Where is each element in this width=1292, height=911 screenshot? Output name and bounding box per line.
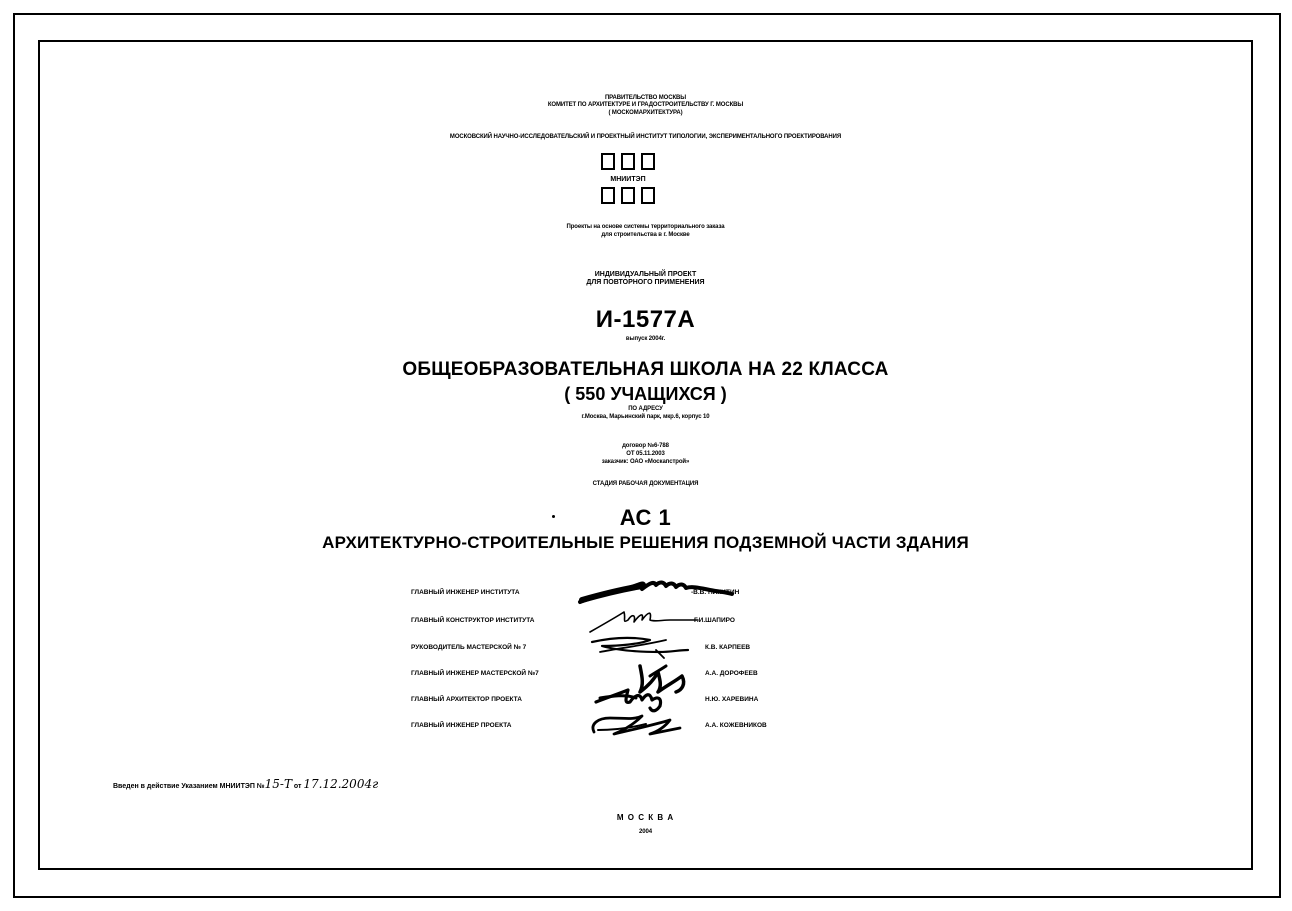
signatory-position: ГЛАВНЫЙ ИНЖЕНЕР ПРОЕКТА [411, 722, 512, 729]
logo-square-icon [641, 187, 655, 204]
signatory-name: -В.В. НИКИТИН [691, 589, 740, 596]
footer-city: М О С К В А [616, 813, 675, 822]
section-code: АС 1 [619, 505, 672, 530]
basis-line-2: для строительства в г. Москве [601, 232, 690, 238]
signatory-position: ГЛАВНЫЙ КОНСТРУКТОР ИНСТИТУТА [411, 617, 535, 624]
issue-year: выпуск 2004г. [625, 336, 666, 342]
signatory-name: Н.Ю. ХАРЕВИНА [705, 696, 759, 703]
enacted-number: 15-Т [264, 777, 292, 791]
logo-square-icon [601, 187, 615, 204]
committee-short-line: ( МОСКОМАРХИТЕКТУРА) [608, 110, 683, 116]
section-title: АРХИТЕКТУРНО-СТРОИТЕЛЬНЫЕ РЕШЕНИЯ ПОДЗЕМНОЙ ЧАСТИ ЗДАНИЯ [322, 533, 969, 552]
enacted-middle: от [291, 783, 304, 790]
mniitep-logo [601, 153, 655, 211]
signatory-name: Г.И.ШАПИРО [694, 617, 735, 624]
project-title: ОБЩЕОБРАЗОВАТЕЛЬНАЯ ШКОЛА НА 22 КЛАССА [402, 359, 889, 380]
signatory-name: А.А. ДОРОФЕЕВ [705, 670, 758, 677]
signatory-position: ГЛАВНЫЙ ИНЖЕНЕР МАСТЕРСКОЙ №7 [411, 670, 539, 677]
signatory-position: ГЛАВНЫЙ АРХИТЕКТОР ПРОЕКТА [411, 696, 522, 703]
committee-line: КОМИТЕТ ПО АРХИТЕКТУРЕ И ГРАДОСТРОИТЕЛЬСТВУ Г. МОСКВЫ [547, 102, 744, 108]
logo-square-icon [601, 153, 615, 170]
address-label: ПО АДРЕСУ [628, 406, 663, 412]
contract-date: ОТ 05.11.2003 [626, 451, 665, 457]
basis-line-1: Проекты на основе системы территориального заказа [566, 224, 725, 230]
institute-line: МОСКОВСКИЙ НАУЧНО-ИССЛЕДОВАТЕЛЬСКИЙ И ПРОЕКТНЫЙ ИНСТИТУТ ТИПОЛОГИИ, ЭКСПЕРИМЕНТАЛЬНОГО ПРОЕКТИРОВАНИЯ [449, 134, 842, 140]
logo-square-icon [621, 153, 635, 170]
logo-square-icon [621, 187, 635, 204]
signatory-name: А.А. КОЖЕВНИКОВ [705, 722, 767, 729]
project-capacity: ( 550 УЧАЩИХСЯ ) [564, 384, 727, 404]
enacted-prefix: Введен в действие Указанием МНИИТЭП № [113, 783, 265, 790]
address: г.Москва, Марьинский парк, мкр.6, корпус 10 [581, 414, 710, 420]
government-line: ПРАВИТЕЛЬСТВО МОСКВЫ [604, 95, 687, 101]
logo-label: МНИИТЭП [610, 176, 646, 183]
enacted-date: 17.12.2004г [303, 777, 379, 791]
logo-square-icon [641, 153, 655, 170]
signatory-position: РУКОВОДИТЕЛЬ МАСТЕРСКОЙ № 7 [411, 644, 527, 651]
project-type-line-2: ДЛЯ ПОВТОРНОГО ПРИМЕНЕНИЯ [586, 279, 705, 286]
stage: СТАДИЯ РАБОЧАЯ ДОКУМЕНТАЦИЯ [592, 481, 699, 487]
project-code: И-1577А [595, 306, 696, 333]
project-type-line-1: ИНДИВИДУАЛЬНЫЙ ПРОЕКТ [594, 271, 697, 278]
signatory-position: ГЛАВНЫЙ ИНЖЕНЕР ИНСТИТУТА [411, 589, 520, 596]
contract-number: договор №6-788 [622, 443, 669, 449]
customer: заказчик: ОАО «Москапстрой» [601, 459, 690, 465]
enacted-note [113, 777, 378, 791]
footer-year: 2004 [639, 829, 652, 835]
signatory-name: К.В. КАРПЕЕВ [705, 644, 751, 651]
handwritten-signatures [570, 580, 740, 740]
